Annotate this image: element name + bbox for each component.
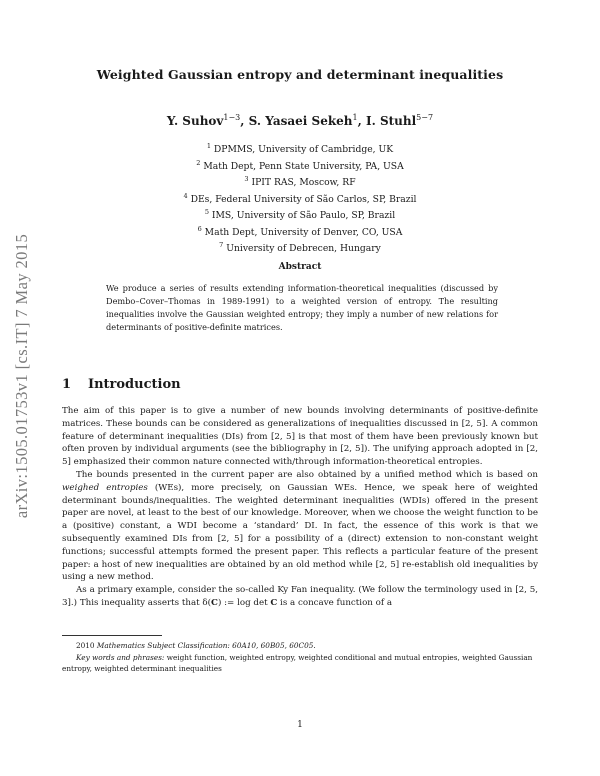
author — [249, 114, 358, 128]
affiliation — [0, 140, 600, 157]
author-affiliation-ref: 5−7 — [416, 113, 434, 122]
affiliation-list — [0, 140, 600, 256]
affiliation-number: 1 — [206, 142, 212, 150]
affiliation-text: University of Debrecen, Hungary — [223, 243, 381, 255]
body-paragraph — [62, 405, 538, 469]
msc-label: 2010 — [76, 641, 97, 650]
body-text — [62, 405, 538, 610]
affiliation — [0, 239, 600, 256]
body-paragraph — [62, 469, 538, 584]
text-run: (WEs), more precisely, on Gaussian WEs. Hence, we speak here of weighted determinant bounds/inequalities. The weighted determinant inequalities (WDIs) offered in the present paper are novel, at least to the best of our knowledge. Moreover, when we choose the weight function to be a (positive) constant, a WDI become a ‘standard’ DI. In fact, the essence of this work is that we subsequently examined DIs from [2, 5] for a possibility of a (direct) extension to non-constant weight functions; successful attempts formed the present paper. This reflects a particular feature of the present paper: a host of new inequalities are obtained by an old method while [2, 5] re-establish old inequalities by using a new method. — [62, 482, 538, 583]
section-heading — [62, 377, 181, 392]
author-list — [0, 113, 600, 128]
affiliation-text: DEs, Federal University of São Carlos, SP, Brazil — [187, 193, 417, 205]
affiliation — [0, 223, 600, 240]
author — [167, 114, 240, 128]
author-affiliation-ref: 1−3 — [223, 113, 241, 122]
affiliation — [0, 206, 600, 223]
author — [366, 114, 433, 128]
msc-line — [62, 640, 538, 652]
keywords-text: weight function, weighted entropy, weighted conditional and mutual entropies, weighted Gaussian entropy, weighted determinant inequalities — [62, 652, 533, 673]
affiliation-number: 6 — [197, 224, 202, 233]
affiliation — [0, 173, 600, 190]
affiliation-text: IMS, University of São Paulo, SP, Brazil — [208, 210, 396, 222]
affiliation-text: Math Dept, University of Denver, CO, USA — [201, 226, 403, 238]
affiliation-number: 5 — [204, 208, 209, 217]
abstract-heading: Abstract — [278, 262, 322, 272]
footnote-rule — [62, 635, 162, 636]
footnote — [62, 640, 538, 675]
affiliation-number: 3 — [244, 175, 249, 184]
keywords-line — [62, 652, 538, 675]
author-name: I. Stuhl — [365, 114, 417, 128]
section-number: 1 — [62, 377, 72, 392]
affiliation-text: Math Dept, Penn State University, PA, USA — [200, 160, 404, 172]
affiliation-number: 2 — [196, 158, 201, 167]
author-name: Y. Suhov — [166, 114, 224, 128]
text-run: ) := log det — [217, 597, 271, 608]
keywords-title: Key words and phrases: — [76, 652, 165, 662]
affiliation — [0, 157, 600, 174]
body-paragraph — [62, 584, 538, 610]
msc-title: Mathematics Subject Classification: — [96, 641, 230, 650]
text-run: The aim of this paper is to give a number of new bounds involving determinants of positive-definite matrices. These bounds can be considered as generalizations of inequalities discussed in [2, 5]. A common feature of determinant inequalities (DIs) from [2, 5] is that most of them have been previously known but often proven by individual arguments (see the bibliography in [2, 5]). The unifying approach adopted in [2, 5] emphasized their common nature connected with/through information-theoretical entropies. — [62, 406, 538, 468]
author-separator: , — [240, 114, 249, 128]
page-number: 1 — [297, 720, 303, 730]
abstract-text: We produce a series of results extending information-theoretical inequalities (discussed by Dembo–Cover–Thomas in 1989-1991) to a weighted version of entropy. The resulting inequalities involve the Gaussian weighted entropy; they imply a number of new relations for determinants of positive-definite matrices. — [106, 283, 498, 332]
author-affiliation-ref: 1 — [352, 113, 358, 122]
affiliation-text: IPIT RAS, Moscow, RF — [248, 177, 356, 189]
affiliation-number: 4 — [183, 191, 188, 200]
affiliation — [0, 190, 600, 207]
affiliation-text: DPMMS, University of Cambridge, UK — [211, 144, 394, 156]
text-run: is a concave function of a — [277, 597, 393, 608]
bold-symbol: C — [270, 597, 278, 608]
bold-symbol: C — [211, 597, 218, 608]
text-run: As a primary example, consider the so-called Ky Fan inequality. (We follow the terminology used in [2, 5, 3].) This inequality asserts that δ( — [62, 585, 538, 608]
emphasis: weighed entropies — [62, 482, 148, 493]
msc-codes: 60A10, 60B05, 60C05. — [229, 641, 316, 650]
section-title: Introduction — [88, 377, 181, 392]
author-separator: , — [357, 114, 366, 128]
affiliation-number: 7 — [219, 241, 224, 250]
paper-title: Weighted Gaussian entropy and determinant inequalities — [96, 67, 504, 82]
author-name: S. Yasaei Sekeh — [248, 114, 353, 128]
text-run: The bounds presented in the current paper are also obtained by a unified method which is based on — [76, 469, 538, 480]
arxiv-id: arXiv:1505.01753v1 [cs.IT] 7 May 2015 — [12, 233, 32, 519]
